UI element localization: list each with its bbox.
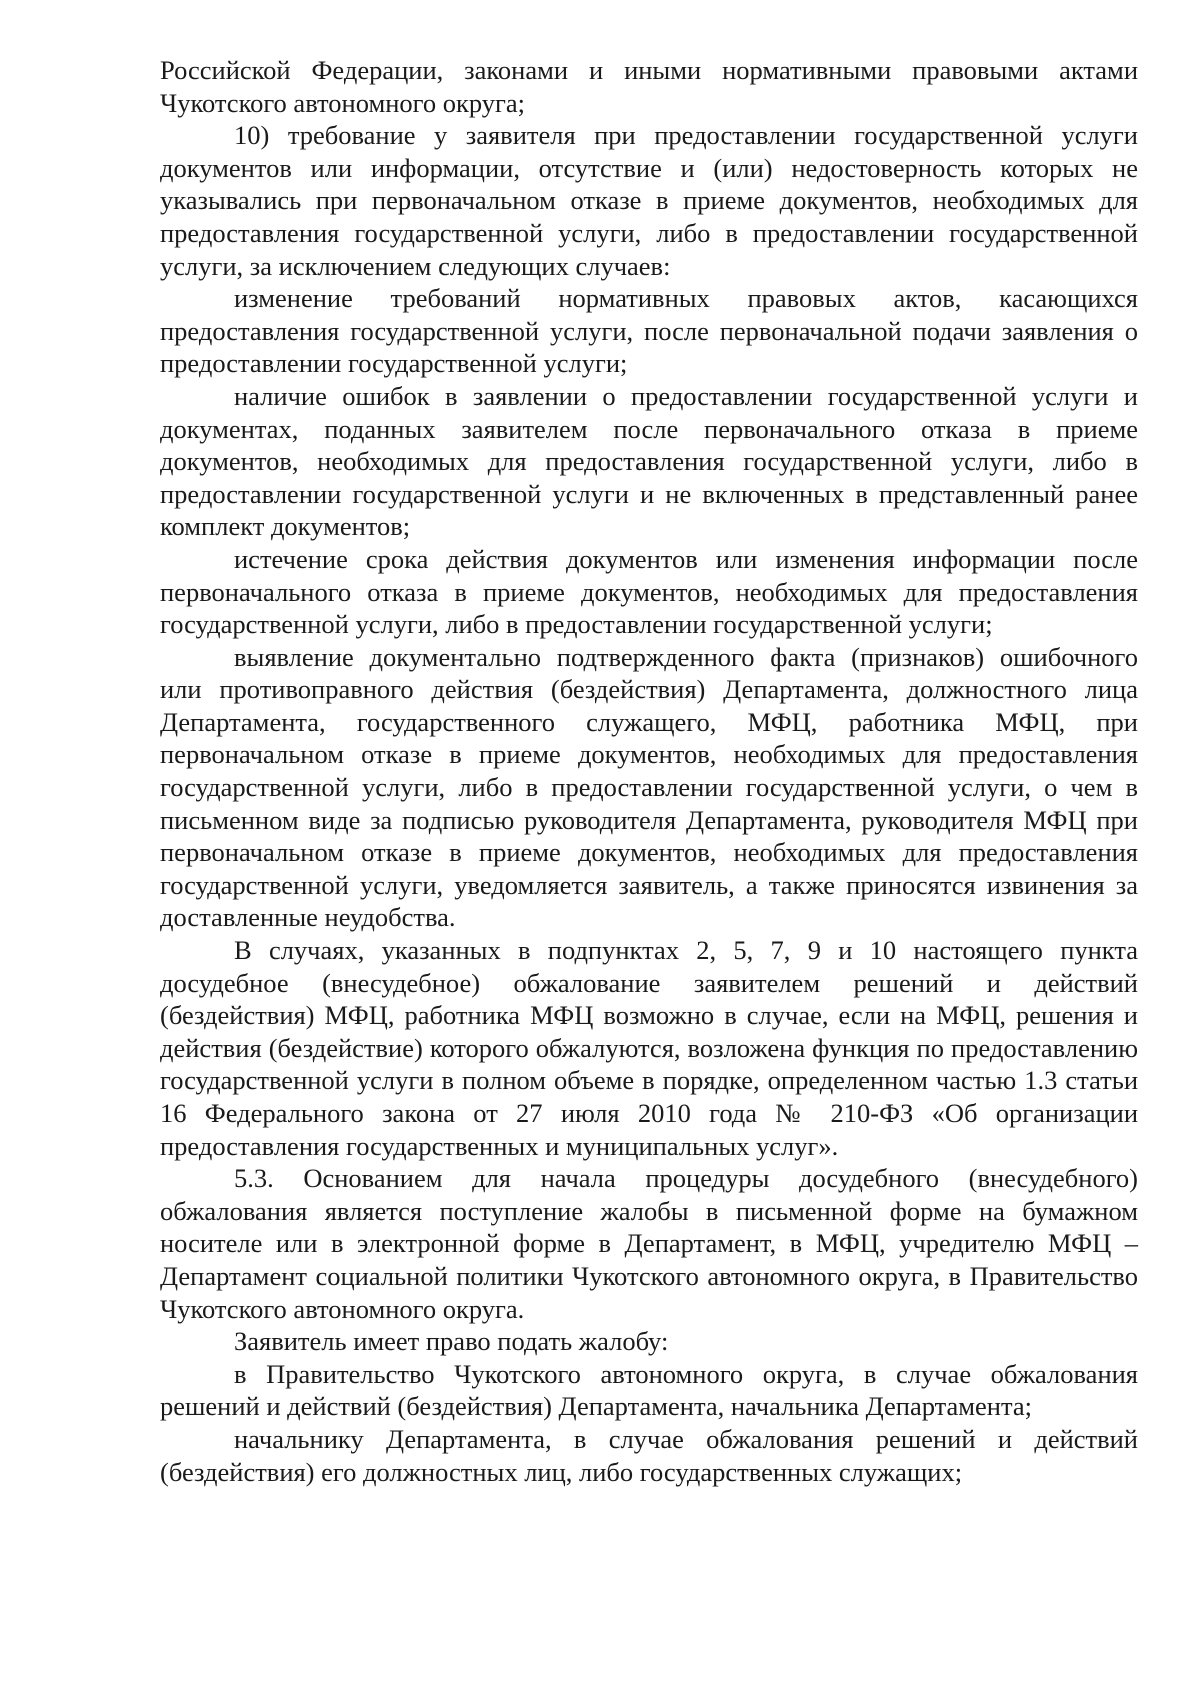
paragraph-5-3: 5.3. Основанием для начала процедуры досудебного (внесудебного) обжалования является поступление жалобы в письменной форме на бумажном носителе или в электронной форме в Департамент, в МФЦ, учредителю МФЦ – Департамент социальной политики Чукотского автономного округа, в Правительство Чукотского автономного округа. xyxy=(160,1163,1138,1324)
document-page xyxy=(160,54,1138,1488)
paragraph-mfc-appeal: В случаях, указанных в подпунктах 2, 5, 7, 9 и 10 настоящего пункта досудебное (внесудебное) обжалование заявителем решений и действий (бездействия) МФЦ, работника МФЦ возможно в случае, если на МФЦ, решения и действия (бездействие) которого обжалуются, возложена функция по предоставлению государственной услуги в полном объеме в порядке, определенном частью 1.3 статьи 16 Федерального закона от 27 июля 2010 года № 210-ФЗ «Об организации предоставления государственных и муниципальных услуг». xyxy=(160,935,1138,1161)
paragraph-continuation: Российской Федерации, законами и иными нормативными правовыми актами Чукотского автономного округа; xyxy=(160,55,1138,118)
paragraph-right-to-complain: Заявитель имеет право подать жалобу: xyxy=(234,1326,669,1357)
paragraph-case-errors: наличие ошибок в заявлении о предоставлении государственной услуги и документах, поданных заявителем после первоначального отказа в приеме документов, необходимых для предоставления государственной услуги, либо в предоставлении государственной услуги и не включенных в представленный ранее комплект документов; xyxy=(160,380,1138,542)
paragraph-item-10: 10) требование у заявителя при предоставлении государственной услуги документов или информации, отсутствие и (или) недостоверность которых не указывались при первоначальном отказе в приеме документов, необходимых для предоставления государственной услуги, либо в предоставлении государственной услуги, за исключением следующих случаев: xyxy=(160,120,1138,281)
paragraph-case-requirements-change: изменение требований нормативных правовых актов, касающихся предоставления государственной услуги, после первоначальной подачи заявления о предоставлении государственной услуги; xyxy=(160,283,1138,379)
paragraph-government-complaint: в Правительство Чукотского автономного округа, в случае обжалования решений и действий (бездействия) Департамента, начальника Департамента; xyxy=(160,1358,1138,1422)
paragraph-case-violation: выявление документально подтвержденного факта (признаков) ошибочного или противоправного действия (бездействия) Департамента, должностного лица Департамента, государственного служащего, МФЦ, работника МФЦ, при первоначальном отказе в приеме документов, необходимых для предоставления государственной услуги, либо в предоставлении государственной услуги, о чем в письменном виде за подписью руководителя Департамента, руководителя МФЦ при первоначальном отказе в приеме документов, необходимых для предоставления государственной услуги, уведомляется заявитель, а также приносятся извинения за доставленные неудобства. xyxy=(160,641,1138,933)
paragraph-case-expiry: истечение срока действия документов или изменения информации после первоначального отказа в приеме документов, необходимых для предоставления государственной услуги, либо в предоставлении государственной услуги; xyxy=(160,543,1138,640)
paragraph-head-complaint: начальнику Департамента, в случае обжалования решений и действий (бездействия) его должностных лиц, либо государственных служащих; xyxy=(160,1423,1138,1487)
